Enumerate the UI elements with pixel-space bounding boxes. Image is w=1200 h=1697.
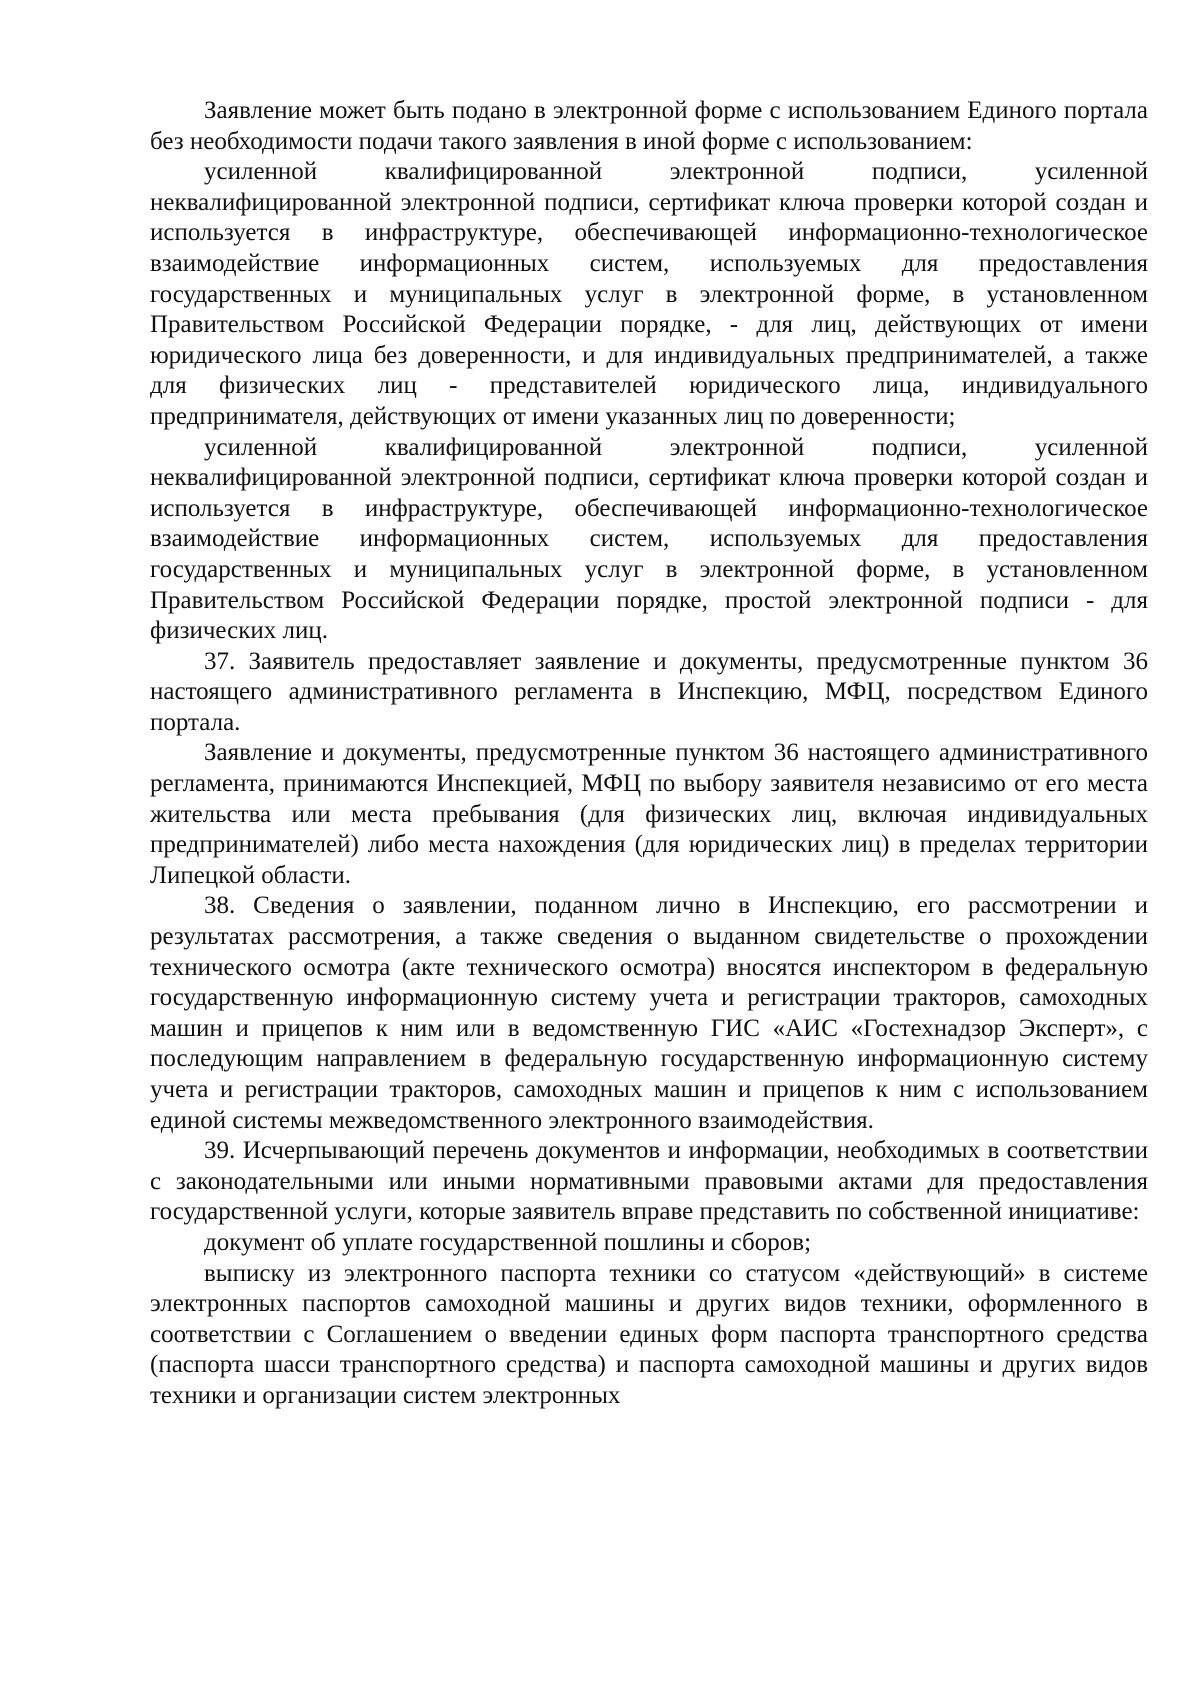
paragraph-item-38: 38. Сведения о заявлении, поданном лично в Инспекцию, его рассмотрении и результатах рассмотрения, а также сведения о выданном свидетельстве о прохождении технического осмотра (акте технического осмотра) вносятся инспектором в федеральную государственную информационную систему учета и регистрации тракторов, самоходных машин и прицепов к ним или в ведомственную ГИС «АИС «Гостехнадзор Эксперт», с последующим направлением в федеральную государственную информационную систему учета и регистрации тракторов, самоходных машин и прицепов к ним с использованием единой системы межведомственного электронного взаимодействия.: [150, 892, 1148, 1134]
paragraph-qualified-signature-legal-entities: усиленной квалифицированной электронной подписи, усиленной неквалифицированной электронной подписи, сертификат ключа проверки которой создан и используется в инфраструктуре, обеспечивающей информационно-технологическое взаимодействие информационных систем, используемых для предоставления государственных и муниципальных услуг в электронной форме, в установленном Правительством Российской Федерации порядке, - для лиц, действующих от имени юридического лица без доверенности, и для индивидуальных предпринимателей, а также для физических лиц - представителей юридического лица, индивидуального предпринимателя, действующих от имени указанных лиц по доверенности;: [150, 158, 1148, 430]
list-item-state-duty: документ об уплате государственной пошлины и сборов;: [204, 1228, 812, 1256]
paragraph-item-37: 37. Заявитель предоставляет заявление и документы, предусмотренные пунктом 36 настоящего административного регламента в Инспекцию, МФЦ, посредством Единого портала.: [150, 647, 1148, 736]
paragraph-qualified-signature-individuals: усиленной квалифицированной электронной подписи, усиленной неквалифицированной электронной подписи, сертификат ключа проверки которой создан и используется в инфраструктуре, обеспечивающей информационно-технологическое взаимодействие информационных систем, используемых для предоставления государственных и муниципальных услуг в электронной форме, в установленном Правительством Российской Федерации порядке, простой электронной подписи - для физических лиц.: [150, 433, 1148, 645]
list-item-passport-extract: выписку из электронного паспорта техники со статусом «действующий» в системе электронных паспортов самоходной машины и других видов техники, оформленного в соответствии с Соглашением о введении единых форм паспорта транспортного средства (паспорта шасси транспортного средства) и паспорта самоходной машины и других видов техники и организации систем электронных: [150, 1259, 1148, 1409]
paragraph-item-39: 39. Исчерпывающий перечень документов и информации, необходимых в соответствии с законодательными или иными нормативными правовыми актами для предоставления государственной услуги, которые заявитель вправе представить по собственной инициативе:: [150, 1137, 1148, 1226]
paragraph-electronic-submission: Заявление может быть подано в электронной форме с использованием Единого портала без необходимости подачи такого заявления в иной форме с использованием:: [150, 97, 1148, 155]
paragraph-item-37-acceptance: Заявление и документы, предусмотренные пунктом 36 настоящего административного регламента, принимаются Инспекцией, МФЦ по выбору заявителя независимо от его места жительства или места пребывания (для физических лиц, включая индивидуальных предпринимателей) либо места нахождения (для юридических лиц) в пределах территории Липецкой области.: [150, 739, 1148, 889]
